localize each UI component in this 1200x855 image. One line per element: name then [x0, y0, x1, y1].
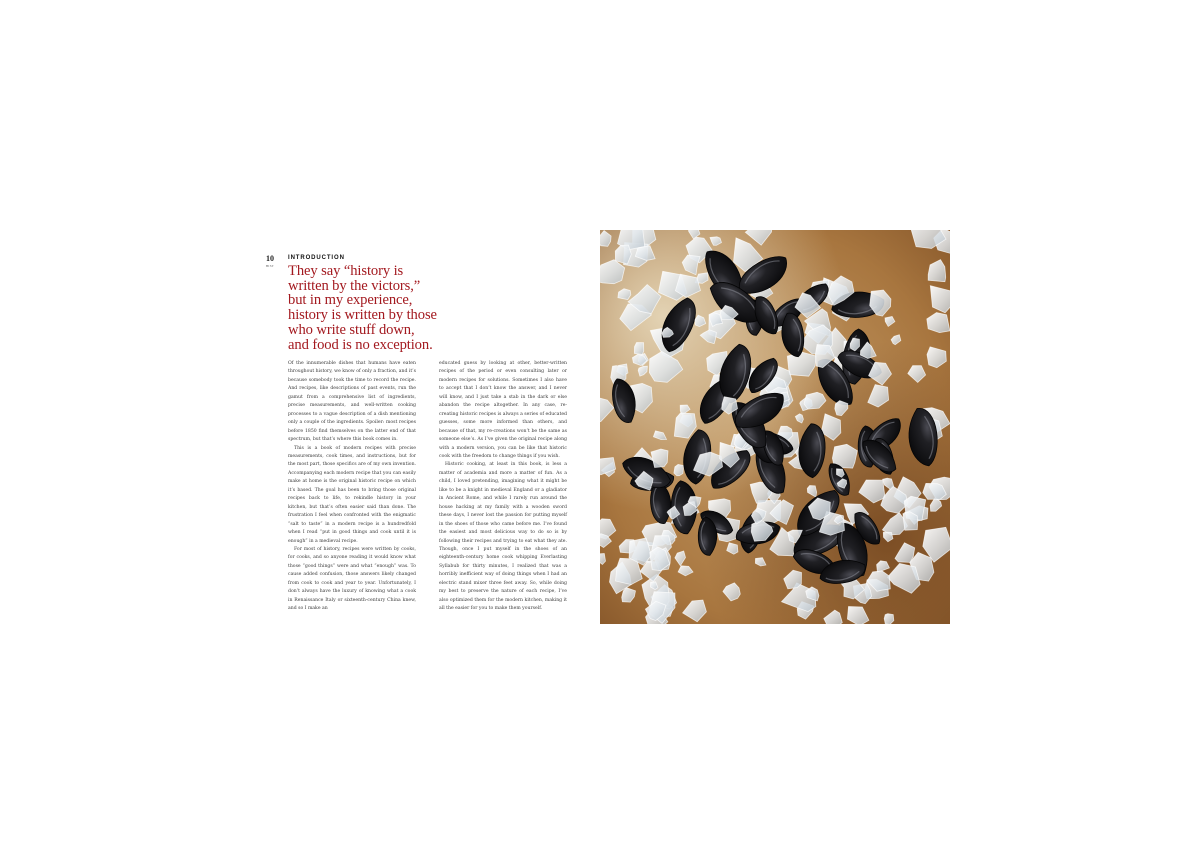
- ice-chunk: [745, 230, 772, 245]
- page-number-subtitle: HIST: [265, 264, 275, 268]
- ice-chunk: [895, 543, 915, 563]
- ice-chunk: [674, 464, 684, 475]
- page-number-value: 10: [266, 254, 274, 263]
- ice-chunk: [868, 385, 889, 407]
- ice-chunk: [877, 561, 890, 572]
- ice-chunk: [600, 554, 606, 565]
- ice-chunk: [888, 564, 921, 594]
- ice-chunk: [622, 588, 636, 603]
- ice-chunk: [675, 551, 686, 566]
- ice-chunk: [885, 317, 895, 327]
- ice-chunk: [804, 392, 826, 409]
- ice-chunk: [634, 343, 643, 355]
- ice-chunk: [695, 315, 706, 327]
- ice-chunk: [884, 614, 894, 624]
- ice-chunk: [928, 260, 946, 282]
- ice-chunk: [908, 366, 926, 383]
- ice-chunk: [795, 414, 803, 423]
- section-label: INTRODUCTION: [288, 255, 345, 261]
- ice-chunk: [682, 255, 700, 275]
- ice-chunk: [600, 231, 611, 247]
- paragraph: Of the innumerable dishes that humans have eaten throughout history, we know of only a fraction, and it’s because somebody took the time to record the recipe. And recipes, like descriptions of past events, run the gamut from a comprehensive list of ingredients, precise measurements, and well-written cooking processes to a vague description of a dish mentioning only a couple of the ingredients. Spoiler: most recipes before 1850 find themselves on the latter end of that spectrum, but that’s where this book comes in.: [288, 361, 416, 443]
- body-column-left: [288, 360, 416, 614]
- ice-chunk: [930, 286, 950, 313]
- ice-chunk: [883, 478, 894, 489]
- ice-chunk: [700, 330, 716, 344]
- page-number: [262, 254, 278, 268]
- ice-chunk: [755, 558, 766, 566]
- ice-chunk: [784, 570, 802, 589]
- ice-chunk: [638, 366, 647, 376]
- mussels-photo: [600, 230, 950, 624]
- paragraph: For most of history, recipes were written by cooks, for cooks, and so anyone reading it would know what those “good things” were and what “enough” was. To cause added confusion, those answers likely changed from cook to cook and year to year. Unfortunately, I don’t always have the luxury of knowing what a cook in Renaissance Italy or sixteenth-century China knew, and so I make an: [288, 546, 416, 612]
- ice-chunk: [903, 512, 918, 531]
- ice-chunk: [651, 449, 668, 467]
- ice-chunk: [927, 313, 950, 333]
- ice-chunk: [683, 600, 707, 622]
- mussels-illustration: [600, 230, 950, 624]
- ice-chunk: [787, 352, 816, 376]
- paragraph: This is a book of modern recipes with precise measurements, cook times, and instructions, but for the most part, those specifics are of my own invention. Accompanying each modern recipe that you can easily make at home is the original historic recipe on which it’s based. The goal has been to bring those original recipes back to life, to rekindle history in your kitchen, but that’s often easier said than done. The frustration I feel when confronted with the enigmatic “salt to taste” in a modern recipe is a hundredfold when I read “put in good things and cook until it is enough” in a medieval recipe.: [288, 445, 416, 544]
- ice-chunk: [615, 245, 631, 264]
- ice-chunk: [723, 583, 740, 601]
- ice-chunk: [649, 352, 682, 383]
- ice-chunk: [847, 607, 869, 625]
- ice-chunk: [859, 480, 885, 503]
- ice-chunk: [600, 260, 625, 284]
- ice-chunk: [927, 347, 946, 368]
- ice-chunk: [600, 396, 614, 422]
- ice-chunk: [824, 610, 843, 624]
- ice-chunk: [807, 486, 816, 498]
- ice-chunk: [883, 532, 893, 542]
- mussel-shell: [799, 424, 826, 478]
- headline: They say “history is written by the victors,” but in my experience, history is written by those who write stuff down, and food is no exception.: [288, 263, 437, 353]
- ice-chunk: [710, 237, 722, 246]
- paragraph: educated guess by looking at other, better-written recipes of the period or even consulting later or modern recipes for solutions. Sometimes I also have to accept that I don’t know the answer, and I never will know, and I just take a stab in the dark or else abandon the recipe altogether. In any case, re-creating historic recipes is always a series of educated guesses, some more informed than others, and because of that, my re-creations won’t be the same as someone else’s. As I’ve given the original recipe along with a modern version, you can be like that historic cook with the freedom to change things if you wish.: [439, 361, 567, 459]
- body-column-right: [439, 360, 567, 614]
- ice-chunk: [678, 566, 693, 576]
- ice-chunk: [618, 289, 631, 300]
- ice-chunk: [835, 401, 848, 416]
- ice-chunk: [674, 413, 696, 438]
- ice-chunk: [891, 335, 901, 345]
- ice-chunk: [727, 543, 738, 555]
- ice-chunk: [653, 431, 666, 440]
- paragraph: Historic cooking, at least in this book, is less a matter of academia and more a matter of fun. As a child, I loved pretending, imagining what it might be like to be a knight in medieval England or a gladiator in Ancient Rome, and while I rarely run around the house hacking at my family with a wooden sword these days, I never lost the passion for putting myself in the shoes of those who came before me. I’ve found the easiest and most delicious way to do so is by following their recipes and trying to eat what they ate. Though, once I put myself in the shoes of an eighteenth-century home cook whipping Everlasting Syllabub for thirty minutes, I realized that was a horribly inefficient way of doing things when I had an electric stand mixer three feet away. So, while doing my best to preserve the nature of each recipe, I’ve also optimized them for the modern kitchen, making it all the easier for you to make them yourself.: [439, 462, 567, 612]
